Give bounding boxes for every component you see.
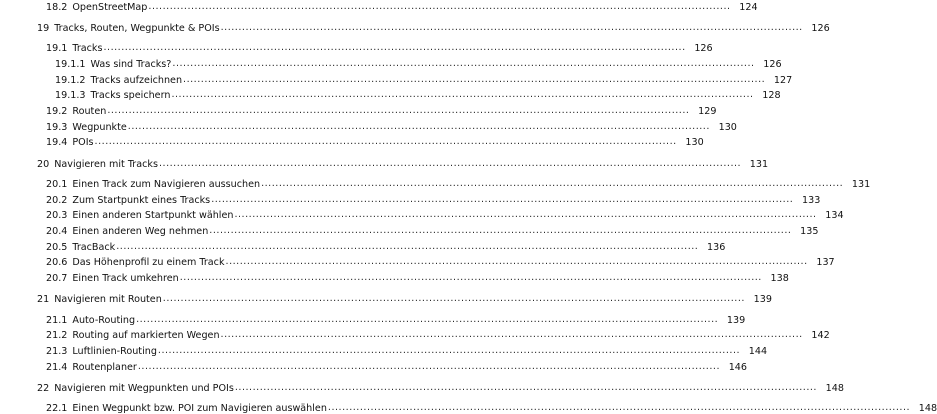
toc-entry-number: 19.1.3: [55, 90, 86, 102]
toc-entry-number: 19.3: [46, 121, 68, 133]
toc-entry-title: Das Höhenprofil zu einem Track: [72, 257, 225, 269]
toc-entry-title: Routen: [72, 106, 107, 117]
toc-entry-page-number: 127: [773, 74, 793, 86]
dot-leader: [138, 361, 720, 372]
toc-entry-number: 20.4: [46, 226, 68, 237]
toc-entry[interactable]: [0, 133, 704, 149]
toc-entry[interactable]: [0, 206, 844, 222]
toc-entry-page-number: 128: [762, 90, 781, 102]
toc-entry[interactable]: [0, 86, 781, 102]
dot-leader: [211, 194, 793, 205]
toc-entry-page-number: 131: [851, 178, 871, 190]
toc-entry-page-number: 148: [825, 382, 844, 394]
toc-entry[interactable]: [0, 357, 748, 373]
toc-entry[interactable]: [0, 18, 830, 34]
toc-entry-title: Einen anderen Weg nehmen: [72, 226, 209, 237]
toc-entry[interactable]: [0, 399, 937, 414]
toc-entry-page-number: 138: [770, 273, 789, 285]
dot-leader: [95, 136, 677, 147]
dot-leader: [234, 209, 816, 220]
toc-entry-number: 21.4: [46, 361, 68, 373]
toc-entry[interactable]: [0, 70, 793, 86]
toc-entry[interactable]: [0, 154, 769, 170]
toc-entry[interactable]: [0, 253, 835, 269]
toc-entry-page-number: 126: [811, 22, 830, 34]
dot-leader: [158, 345, 740, 356]
toc-entry-title: Luftlinien-Routing: [72, 346, 157, 357]
toc-entry-title: OpenStreetMap: [72, 1, 148, 13]
toc-entry-number: 20.1: [46, 178, 68, 190]
toc-entry-page-number: 144: [748, 346, 768, 357]
toc-entry[interactable]: [0, 221, 819, 237]
dot-leader: [209, 225, 791, 236]
toc-entry-number: 19.4: [46, 137, 68, 149]
dot-leader: [148, 1, 730, 12]
toc-entry-page-number: 126: [694, 43, 713, 55]
toc-entry-page-number: 139: [753, 294, 772, 306]
toc-entry-page-number: 146: [728, 361, 748, 373]
toc-entry-number: 19.2: [46, 106, 68, 117]
toc-entry-page-number: 126: [763, 58, 782, 70]
dot-leader: [163, 293, 745, 304]
toc-entry-number: 19.1.1: [55, 58, 86, 70]
toc-entry-number: 18.2: [46, 1, 68, 13]
dot-leader: [128, 121, 710, 132]
toc-entry[interactable]: [0, 117, 737, 133]
dot-leader: [221, 329, 803, 340]
dot-leader: [172, 58, 754, 69]
dot-leader: [107, 105, 689, 116]
toc-entry-page-number: 139: [726, 314, 746, 326]
toc-entry-number: 19.1: [46, 43, 68, 55]
toc-entry[interactable]: [0, 326, 830, 342]
toc-entry-title: Einen Track umkehren: [72, 273, 179, 285]
dot-leader: [180, 272, 762, 283]
dot-leader: [136, 314, 718, 325]
dot-leader: [171, 89, 753, 100]
toc-entry-number: 22.1: [46, 403, 68, 414]
toc-entry[interactable]: [0, 39, 713, 55]
toc-entry-page-number: 124: [739, 1, 758, 13]
dot-leader: [226, 256, 808, 267]
toc-entry-title: Navigieren mit Tracks: [54, 158, 158, 170]
toc-entry-number: 21.2: [46, 330, 68, 342]
toc-entry-title: Was sind Tracks?: [90, 58, 172, 70]
toc-entry-title: Routing auf markierten Wegen: [72, 330, 220, 342]
dot-leader: [235, 382, 817, 393]
toc-entry[interactable]: [0, 190, 821, 206]
toc-entry-title: Routenplaner: [72, 361, 137, 373]
toc-entry-number: 21: [37, 294, 50, 306]
toc-entry[interactable]: [0, 378, 844, 394]
toc-entry-page-number: 136: [707, 241, 726, 253]
toc-entry-page-number: 134: [825, 210, 844, 222]
toc-entry[interactable]: [0, 290, 772, 306]
toc-entry-title: POIs: [72, 137, 94, 149]
toc-entry-title: Zum Startpunkt eines Tracks: [72, 194, 211, 206]
toc-entry-title: Navigieren mit Wegpunkten und POIs: [54, 382, 234, 394]
toc-entry[interactable]: [0, 174, 871, 190]
toc-entry-number: 22: [37, 382, 50, 394]
toc-entry-title: Einen anderen Startpunkt wählen: [72, 210, 234, 222]
toc-entry-number: 20.5: [46, 241, 68, 253]
toc-entry-page-number: 130: [718, 121, 737, 133]
toc-entry-page-number: 129: [698, 106, 717, 117]
dot-leader: [221, 22, 803, 33]
toc-entry[interactable]: [0, 237, 726, 253]
toc-entry[interactable]: [0, 341, 768, 357]
toc-entry-number: 19: [37, 22, 50, 34]
dot-leader: [159, 158, 741, 169]
dot-leader: [116, 241, 698, 252]
toc-entry-page-number: 131: [749, 158, 769, 170]
toc-entry-number: 20.3: [46, 210, 68, 222]
toc-entry-title: Wegpunkte: [72, 121, 127, 133]
toc-entry-title: Tracks aufzeichnen: [90, 74, 183, 86]
toc-entry[interactable]: [0, 101, 717, 117]
toc-entry-number: 21.1: [46, 314, 68, 326]
toc-entry-title: Navigieren mit Routen: [54, 294, 162, 306]
dot-leader: [261, 178, 843, 189]
toc-entry-number: 21.3: [46, 346, 68, 357]
toc-entry[interactable]: [0, 54, 782, 70]
toc-entry-number: 20.6: [46, 257, 68, 269]
toc-entry-title: Einen Wegpunkt bzw. POI zum Navigieren auswählen: [72, 403, 327, 414]
dot-leader: [103, 42, 685, 53]
toc-entry-title: TracBack: [72, 241, 116, 253]
toc-entry-page-number: 135: [800, 226, 819, 237]
toc-entry-page-number: 142: [811, 330, 830, 342]
toc-entry-title: Tracks: [72, 43, 103, 55]
toc-entry-number: 20.7: [46, 273, 68, 285]
toc-entry-page-number: 148: [918, 403, 937, 414]
dot-leader: [183, 74, 765, 85]
toc-entry[interactable]: [0, 0, 758, 13]
toc-entry-number: 20: [37, 158, 50, 170]
toc-entry-page-number: 133: [802, 194, 821, 206]
dot-leader: [328, 402, 910, 413]
toc-entry-number: 19.1.2: [55, 74, 86, 86]
toc-entry-title: Auto-Routing: [72, 314, 136, 326]
toc-entry-number: 20.2: [46, 194, 68, 206]
toc-entry-title: Tracks, Routen, Wegpunkte & POIs: [54, 22, 220, 34]
toc-entry-title: Tracks speichern: [90, 90, 171, 102]
toc-entry-title: Einen Track zum Navigieren aussuchen: [72, 178, 261, 190]
toc-entry-page-number: 137: [816, 257, 835, 269]
toc-entry-page-number: 130: [685, 137, 704, 149]
toc-entry[interactable]: [0, 310, 746, 326]
toc-entry[interactable]: [0, 268, 789, 285]
